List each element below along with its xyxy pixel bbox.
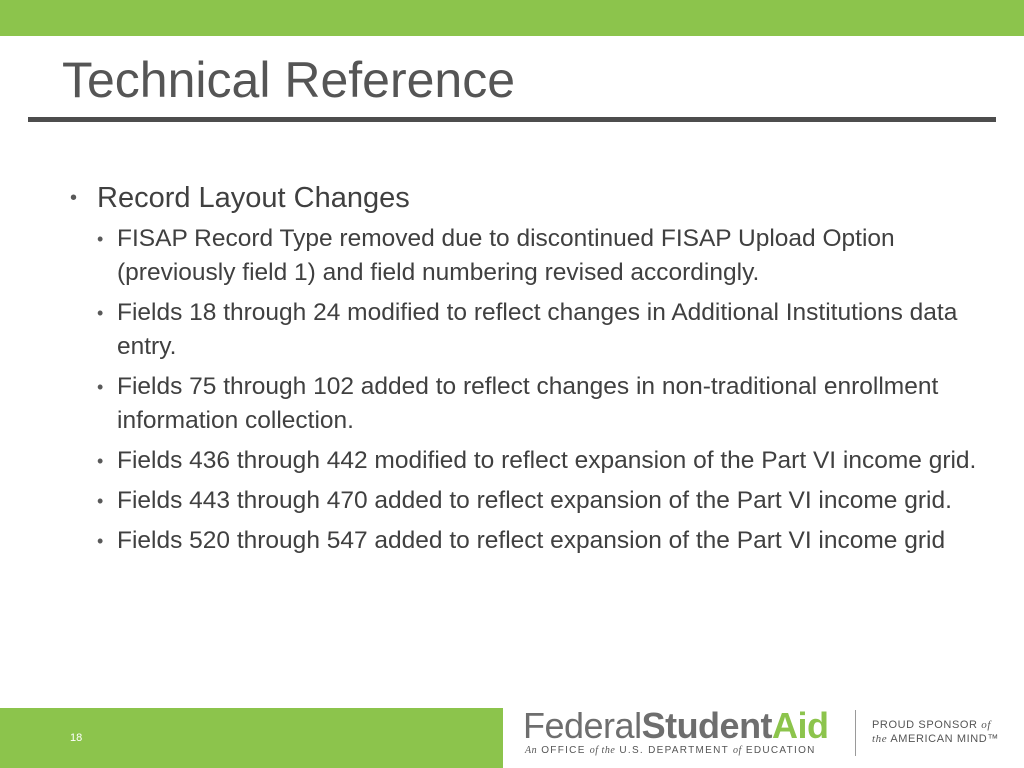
logo-tagline-an: An — [525, 745, 538, 756]
sponsor-the: the — [872, 733, 888, 745]
logo-federal: Federal — [523, 705, 642, 746]
logo-tagline — [525, 745, 816, 756]
sponsor-of: of — [981, 719, 992, 731]
slide-title: Technical Reference — [62, 52, 516, 108]
sub-bullet-list — [97, 222, 977, 558]
bullet-heading-text: Record Layout Changes — [97, 182, 410, 214]
sub-bullet-item — [97, 444, 977, 478]
sub-bullet-text: Fields 436 through 442 modified to reflect expansion of the Part VI income grid. — [117, 447, 977, 474]
logo-aid: Aid — [772, 705, 829, 746]
top-accent-bar — [0, 0, 1024, 36]
sub-bullet-text: Fields 75 through 102 added to reflect changes in non-traditional enrollment information collection. — [117, 373, 939, 434]
logo-student: Student — [641, 705, 773, 746]
sub-bullet-item — [97, 296, 977, 364]
logo-tagline-department: U.S. DEPARTMENT — [619, 745, 729, 756]
logo-tagline-of-the: of the — [589, 745, 616, 756]
federal-student-aid-logo — [523, 705, 843, 768]
bullet-dot-icon: • — [97, 491, 104, 511]
logo-wordmark — [523, 706, 829, 746]
bullet-dot-icon: • — [97, 531, 104, 551]
sub-bullet-item — [97, 222, 977, 290]
logo-tagline-education: EDUCATION — [745, 745, 816, 756]
bullet-dot-icon: • — [97, 377, 104, 397]
sponsor-line-2 — [872, 732, 999, 746]
sub-bullet-text: Fields 520 through 547 added to reflect expansion of the Part VI income grid — [117, 527, 946, 554]
sub-bullet-text: Fields 443 through 470 added to reflect expansion of the Part VI income grid. — [117, 487, 952, 514]
bullet-dot-icon: • — [97, 229, 104, 249]
logo-tagline-office: OFFICE — [541, 745, 586, 756]
sub-bullet-item — [97, 484, 977, 518]
bullet-dot-icon: • — [97, 451, 104, 471]
sponsor-text: PROUD SPONSOR — [872, 719, 978, 731]
sponsor-tagline — [872, 718, 999, 746]
logo-divider — [855, 710, 856, 756]
page-number: 18 — [70, 732, 83, 744]
sponsor-line-1 — [872, 718, 999, 732]
footer-green-band — [0, 708, 503, 768]
sponsor-american-mind: AMERICAN MIND™ — [890, 733, 999, 745]
sub-bullet-item — [97, 524, 977, 558]
sub-bullet-text: Fields 18 through 24 modified to reflect changes in Additional Institutions data entry. — [117, 299, 958, 360]
bullet-level1 — [70, 178, 977, 558]
title-underline — [28, 117, 996, 122]
slide-content — [70, 178, 977, 558]
sub-bullet-item — [97, 370, 977, 438]
bullet-dot-icon: • — [70, 187, 78, 209]
sub-bullet-text: FISAP Record Type removed due to discontinued FISAP Upload Option (previously field 1) and field numbering revised accordingly. — [117, 225, 895, 286]
slide-footer — [0, 705, 1024, 768]
bullet-dot-icon: • — [97, 303, 104, 323]
logo-tagline-of: of — [732, 745, 742, 756]
